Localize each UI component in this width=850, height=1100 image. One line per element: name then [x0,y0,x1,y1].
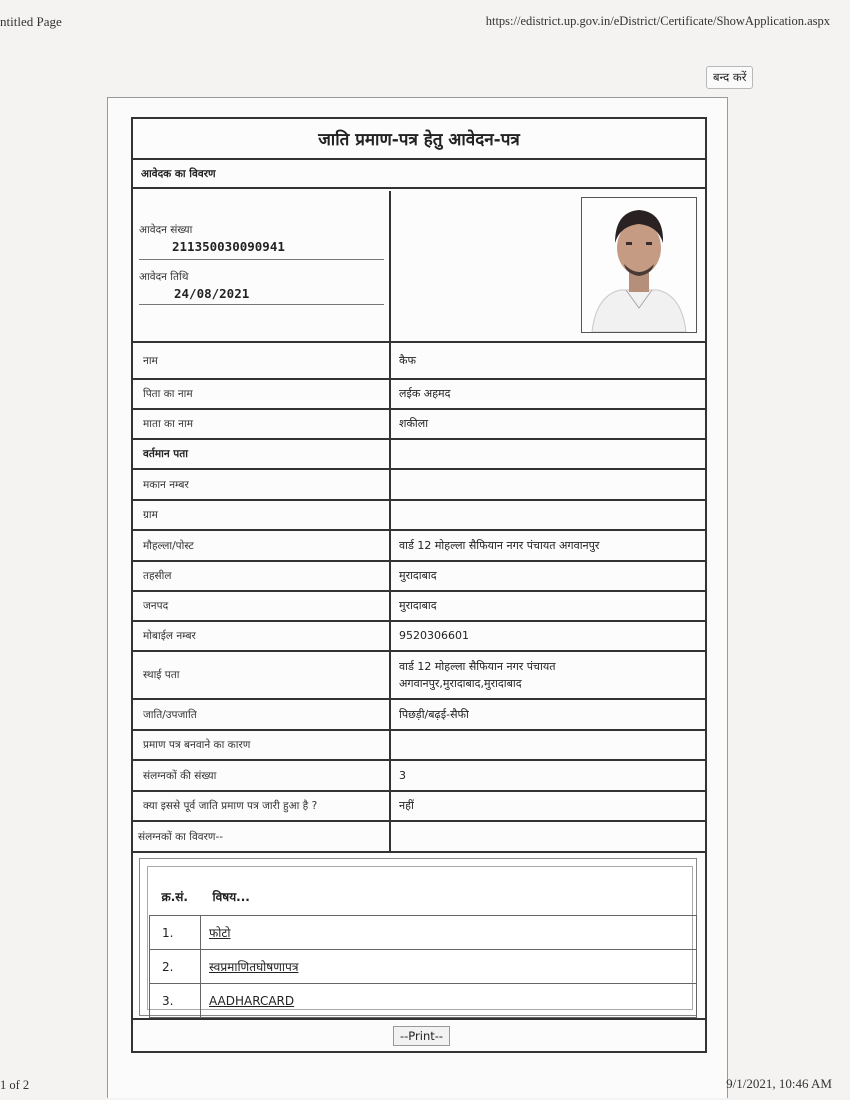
table-row [133,731,705,761]
table-row [133,822,705,853]
form-title: जाति प्रमाण-पत्र हेतु आवेदन-पत्र [133,119,705,160]
attachment-number: 1. [150,916,201,950]
table-row [133,501,705,531]
row-label: प्रमाण पत्र बनवाने का कारण [133,731,391,759]
attachment-number: 2. [150,950,201,984]
attachments-header-row [150,877,697,916]
table-row [133,700,705,731]
attachment-cell [201,916,697,950]
attachment-cell [201,984,697,1018]
print-row [133,1018,705,1053]
attachment-cell [201,950,697,984]
row-value: पिछड़ी/बढ़ई-सैफी [399,707,469,721]
row-value [391,501,705,529]
table-row [133,380,705,410]
attachment-number: 3. [150,984,201,1018]
application-number-label: आवेदन संख्या [139,224,193,236]
row-label: क्या इससे पूर्व जाति प्रमाण पत्र जारी हुआ है ? [133,792,391,820]
table-row [133,531,705,562]
row-label: वर्तमान पता [133,440,391,468]
attachments-inner [147,866,693,1010]
divider [139,259,384,260]
attachment-row [150,984,697,1018]
applicant-photo [581,197,697,333]
table-row [133,622,705,652]
col-number-header: क्र.सं. [161,889,188,904]
row-label: ग्राम [133,501,391,529]
application-form [131,117,707,1053]
attachment-link[interactable]: फोटो [209,926,231,940]
print-page-count: 1 of 2 [0,1078,30,1092]
table-row [133,470,705,501]
print-button[interactable]: --Print-- [393,1026,450,1046]
application-date-label: आवेदन तिथि [139,271,189,283]
divider [139,304,384,305]
attachments-table [149,877,697,1018]
row-label: संलग्नकों का विवरण-- [133,822,391,851]
table-row [133,592,705,622]
row-value: लईक अहमद [399,387,451,401]
row-label: संलग्नकों की संख्या [133,761,391,790]
row-label: मकान नम्बर [133,470,391,499]
table-row [133,562,705,592]
row-label: मौहल्ला/पोस्ट [133,531,391,560]
table-row [133,761,705,792]
close-button[interactable]: बन्द करें [706,66,753,89]
row-value: 3 [399,768,406,782]
photo-cell [391,191,705,343]
row-label: पिता का नाम [133,380,391,408]
row-value: 9520306601 [399,629,469,643]
table-row [133,792,705,822]
row-value: शकीला [399,417,429,431]
attachment-row [150,916,697,950]
row-value [391,440,705,468]
row-label: जनपद [133,592,391,620]
row-label: जाति/उपजाति [133,700,391,729]
row-value [391,822,705,851]
row-label: मोबाईल नम्बर [133,622,391,650]
row-label: तहसील [133,562,391,590]
section-heading: आवेदक का विवरण [133,160,705,189]
print-page-title: ntitled Page [0,14,62,29]
attachment-link[interactable]: AADHARCARD [209,993,295,1008]
attachment-row [150,950,697,984]
attachments-box [139,858,697,1016]
application-date: 24/08/2021 [174,286,250,301]
row-value: मुरादाबाद [399,599,437,613]
row-value [391,731,705,759]
row-value: नहीं [399,799,414,813]
application-info [133,191,391,343]
print-url: https://edistrict.up.gov.in/eDistrict/Certificate/ShowApplication.aspx [485,14,830,28]
application-number: 211350030090941 [172,239,285,254]
table-row [133,440,705,470]
table-row [133,343,705,380]
row-value [391,470,705,499]
row-value: वार्ड 12 मोहल्ला सैफियान नगर पंचायत अगवानपुर [399,538,600,552]
row-label: माता का नाम [133,410,391,438]
details-table [133,343,705,853]
row-value: कैफ [399,353,416,367]
row-value: मुरादाबाद [399,569,437,583]
address-line-2: अगवानपुर,मुरादाबाद,मुरादाबाद [399,677,522,690]
table-row [133,410,705,440]
attachment-link[interactable]: स्वप्रमाणितघोषणापत्र [209,960,299,974]
row-label: नाम [133,343,391,378]
row-value [391,652,705,698]
col-subject-header: विषय... [212,889,250,904]
print-timestamp: 9/1/2021, 10:46 AM [726,1076,832,1091]
row-label: स्थाई पता [133,652,391,698]
table-row [133,652,705,700]
address-line-1: वार्ड 12 मोहल्ला सैफियान नगर पंचायत [399,659,556,673]
